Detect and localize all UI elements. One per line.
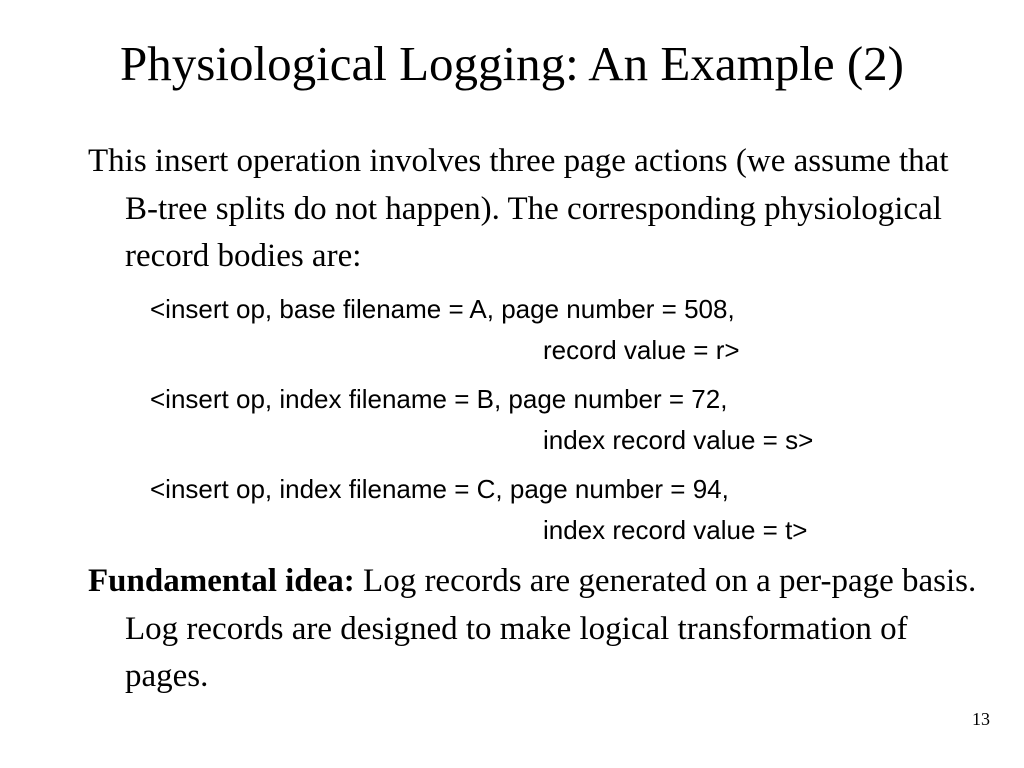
record-body-3-line-1: <insert op, index filename = C, page number = 94, <box>150 474 729 504</box>
fundamental-idea-label: Fundamental idea: <box>88 563 355 599</box>
record-body-2 <box>150 379 813 461</box>
page-number: 13 <box>972 709 990 729</box>
fundamental-idea-text: Log records are generated on a per-page basis. Log records are designed to make logical transformation of pages. <box>125 563 977 694</box>
record-body-3-line-2: index record value = t> <box>543 515 808 545</box>
record-body-1-line-1: <insert op, base filename = A, page number = 508, <box>150 294 735 324</box>
record-body-3 <box>150 469 808 551</box>
record-body-1 <box>150 289 740 371</box>
record-body-2-line-2: index record value = s> <box>543 425 814 455</box>
fundamental-idea-paragraph <box>88 558 985 701</box>
record-body-2-line-1: <insert op, index filename = B, page number = 72, <box>150 384 728 414</box>
intro-paragraph: This insert operation involves three page actions (we assume that B-tree splits do not happen). The corresponding physiological record bodies are: <box>88 143 949 274</box>
slide-title: Physiological Logging: An Example (2) <box>120 36 904 91</box>
record-body-1-line-2: record value = r> <box>543 335 740 365</box>
